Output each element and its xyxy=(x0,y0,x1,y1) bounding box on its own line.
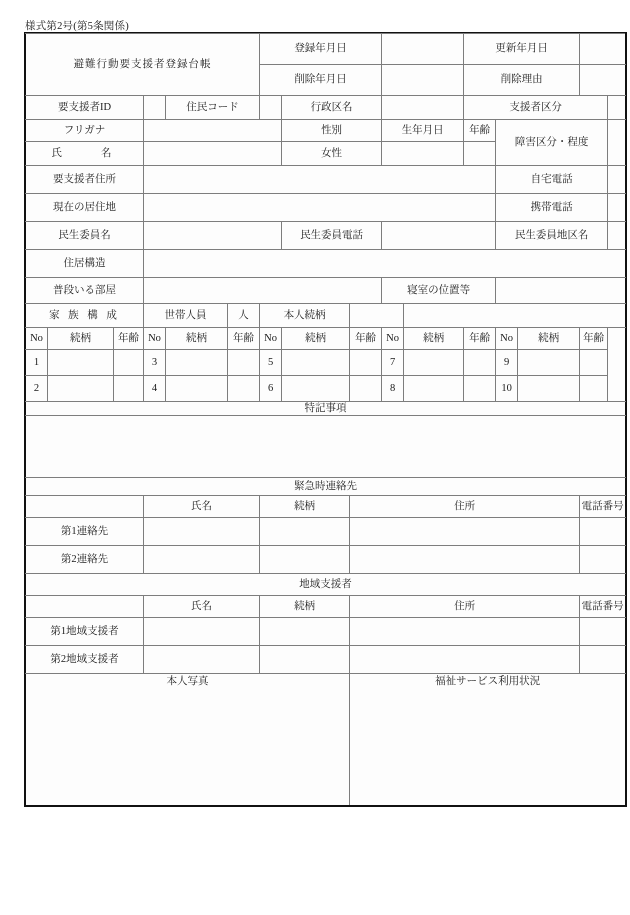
registry-form-table xyxy=(25,33,626,806)
table-row xyxy=(26,646,626,674)
welfare-officer-phone-label: 民生委員電話 xyxy=(282,222,382,250)
form-number: 様式第2号(第5条関係) xyxy=(25,21,129,32)
family-age[interactable] xyxy=(580,376,608,402)
home-phone-value[interactable] xyxy=(608,166,626,194)
photo-area[interactable] xyxy=(26,690,350,806)
family-no: 5 xyxy=(260,350,282,376)
update-date-value[interactable] xyxy=(580,34,626,65)
table-row xyxy=(26,618,626,646)
age-value[interactable] xyxy=(464,142,496,166)
local-supporter-phone[interactable] xyxy=(580,618,626,646)
age-label: 年齢 xyxy=(464,120,496,142)
family-col-age-3: 年齢 xyxy=(350,328,382,350)
family-col-no-4: No xyxy=(382,328,404,350)
ward-label: 行政区名 xyxy=(282,96,382,120)
family-age[interactable] xyxy=(114,376,144,402)
supportee-address-label: 要支援者住所 xyxy=(26,166,144,194)
family-col-no-3: No xyxy=(260,328,282,350)
family-col-relation-4: 続柄 xyxy=(404,328,464,350)
family-col-age-1: 年齢 xyxy=(114,328,144,350)
emergency-address[interactable] xyxy=(350,546,580,574)
current-residence-label: 現在の居住地 xyxy=(26,194,144,222)
remarks-value[interactable] xyxy=(26,416,626,478)
supportee-id-label: 要支援者ID xyxy=(26,96,144,120)
family-relation[interactable] xyxy=(518,376,580,402)
resident-code-value[interactable] xyxy=(260,96,282,120)
registration-date-label: 登録年月日 xyxy=(260,34,382,65)
deletion-date-label: 削除年月日 xyxy=(260,65,382,96)
family-col-relation-3: 続柄 xyxy=(282,328,350,350)
local-supporter-col-phone: 電話番号 xyxy=(580,596,626,618)
family-age[interactable] xyxy=(464,376,496,402)
person-unit-label: 人 xyxy=(228,304,260,328)
furigana-value[interactable] xyxy=(144,120,282,142)
bedroom-location-label: 寝室の位置等 xyxy=(382,278,496,304)
welfare-officer-name-value[interactable] xyxy=(144,222,282,250)
local-supporter-address[interactable] xyxy=(350,618,580,646)
bedroom-location-value[interactable] xyxy=(496,278,626,304)
local-supporters-section-label: 地域支援者 xyxy=(26,574,626,596)
welfare-officer-district-label: 民生委員地区名 xyxy=(496,222,608,250)
table-row xyxy=(26,376,626,402)
deletion-reason-label: 削除理由 xyxy=(464,65,580,96)
family-relation[interactable] xyxy=(48,376,114,402)
local-supporter-col-blank xyxy=(26,596,144,618)
family-col-no-1: No xyxy=(26,328,48,350)
welfare-officer-name-label: 民生委員名 xyxy=(26,222,144,250)
emergency-row-label: 第2連絡先 xyxy=(26,546,144,574)
local-supporter-row-label: 第2地域支援者 xyxy=(26,646,144,674)
usual-room-label: 普段いる部屋 xyxy=(26,278,144,304)
birthdate-value[interactable] xyxy=(382,142,464,166)
welfare-officer-district-value[interactable] xyxy=(608,222,626,250)
family-col-age-5: 年齢 xyxy=(580,328,608,350)
family-no: 8 xyxy=(382,376,404,402)
family-relation[interactable] xyxy=(518,350,580,376)
local-supporter-address[interactable] xyxy=(350,646,580,674)
disability-value[interactable] xyxy=(608,120,626,166)
gender-value[interactable]: 女性 xyxy=(282,142,382,166)
family-no: 2 xyxy=(26,376,48,402)
emergency-section-label: 緊急時連絡先 xyxy=(26,478,626,496)
family-relation[interactable] xyxy=(282,376,350,402)
emergency-name[interactable] xyxy=(144,546,260,574)
family-trailing-cell xyxy=(608,328,626,402)
household-count-label: 世帯人員 xyxy=(144,304,228,328)
family-no: 7 xyxy=(382,350,404,376)
local-supporter-relation[interactable] xyxy=(260,618,350,646)
supportee-address-value[interactable] xyxy=(144,166,496,194)
name-label: 氏 名 xyxy=(26,142,144,166)
family-col-no-5: No xyxy=(496,328,518,350)
local-supporter-col-address: 住所 xyxy=(350,596,580,618)
emergency-phone[interactable] xyxy=(580,546,626,574)
local-supporter-col-relation: 続柄 xyxy=(260,596,350,618)
family-col-relation-5: 続柄 xyxy=(518,328,580,350)
family-age[interactable] xyxy=(580,350,608,376)
home-phone-label: 自宅電話 xyxy=(496,166,608,194)
emergency-name[interactable] xyxy=(144,518,260,546)
family-no: 4 xyxy=(144,376,166,402)
emergency-col-address: 住所 xyxy=(350,496,580,518)
mobile-phone-label: 携帯電話 xyxy=(496,194,608,222)
local-supporter-relation[interactable] xyxy=(260,646,350,674)
resident-code-label: 住民コード xyxy=(166,96,260,120)
usual-room-value[interactable] xyxy=(144,278,382,304)
photo-label: 本人写真 xyxy=(26,674,350,690)
family-age[interactable] xyxy=(114,350,144,376)
update-date-label: 更新年月日 xyxy=(464,34,580,65)
mobile-phone-value[interactable] xyxy=(608,194,626,222)
furigana-label: フリガナ xyxy=(26,120,144,142)
family-col-no-2: No xyxy=(144,328,166,350)
local-supporter-phone[interactable] xyxy=(580,646,626,674)
emergency-phone[interactable] xyxy=(580,518,626,546)
family-header-spacer xyxy=(404,304,626,328)
deletion-reason-value[interactable] xyxy=(580,65,626,96)
current-residence-value[interactable] xyxy=(144,194,496,222)
welfare-officer-phone-value[interactable] xyxy=(382,222,496,250)
emergency-relation[interactable] xyxy=(260,518,350,546)
family-no: 9 xyxy=(496,350,518,376)
family-relation[interactable] xyxy=(282,350,350,376)
family-col-age-2: 年齢 xyxy=(228,328,260,350)
family-age[interactable] xyxy=(228,350,260,376)
form-title: 避難行動要支援者登録台帳 xyxy=(26,34,260,96)
local-supporter-row-label: 第1地域支援者 xyxy=(26,618,144,646)
family-col-relation-1: 続柄 xyxy=(48,328,114,350)
local-supporter-name[interactable] xyxy=(144,646,260,674)
housing-structure-value[interactable] xyxy=(144,250,626,278)
deletion-date-value[interactable] xyxy=(382,65,464,96)
family-section-label: 家 族 構 成 xyxy=(26,304,144,328)
registration-date-value[interactable] xyxy=(382,34,464,65)
table-row xyxy=(26,546,626,574)
table-row xyxy=(26,518,626,546)
supporter-category-label: 支援者区分 xyxy=(464,96,608,120)
family-no: 6 xyxy=(260,376,282,402)
ward-value[interactable] xyxy=(382,96,464,120)
emergency-col-phone: 電話番号 xyxy=(580,496,626,518)
emergency-address[interactable] xyxy=(350,518,580,546)
relation-to-self-value[interactable] xyxy=(350,304,404,328)
local-supporter-col-name: 氏名 xyxy=(144,596,260,618)
emergency-col-blank xyxy=(26,496,144,518)
family-age[interactable] xyxy=(464,350,496,376)
relation-to-self-label: 本人続柄 xyxy=(260,304,350,328)
family-relation[interactable] xyxy=(166,376,228,402)
emergency-col-relation: 続柄 xyxy=(260,496,350,518)
family-no: 1 xyxy=(26,350,48,376)
family-no: 10 xyxy=(496,376,518,402)
family-col-relation-2: 続柄 xyxy=(166,328,228,350)
gender-label: 性別 xyxy=(282,120,382,142)
birthdate-label: 生年月日 xyxy=(382,120,464,142)
family-relation[interactable] xyxy=(404,376,464,402)
family-relation[interactable] xyxy=(48,350,114,376)
family-no: 3 xyxy=(144,350,166,376)
table-row xyxy=(26,350,626,376)
family-age[interactable] xyxy=(350,376,382,402)
family-relation[interactable] xyxy=(166,350,228,376)
family-relation[interactable] xyxy=(404,350,464,376)
welfare-usage-area[interactable] xyxy=(350,690,626,806)
name-value[interactable] xyxy=(144,142,282,166)
emergency-col-name: 氏名 xyxy=(144,496,260,518)
family-col-age-4: 年齢 xyxy=(464,328,496,350)
local-supporter-name[interactable] xyxy=(144,618,260,646)
disability-label: 障害区分・程度 xyxy=(496,120,608,166)
welfare-usage-label: 福祉サービス利用状況 xyxy=(350,674,626,690)
family-age[interactable] xyxy=(228,376,260,402)
family-age[interactable] xyxy=(350,350,382,376)
supportee-id-value[interactable] xyxy=(144,96,166,120)
remarks-label: 特記事項 xyxy=(26,402,626,416)
emergency-row-label: 第1連絡先 xyxy=(26,518,144,546)
supporter-category-value[interactable] xyxy=(608,96,626,120)
emergency-relation[interactable] xyxy=(260,546,350,574)
housing-structure-label: 住居構造 xyxy=(26,250,144,278)
